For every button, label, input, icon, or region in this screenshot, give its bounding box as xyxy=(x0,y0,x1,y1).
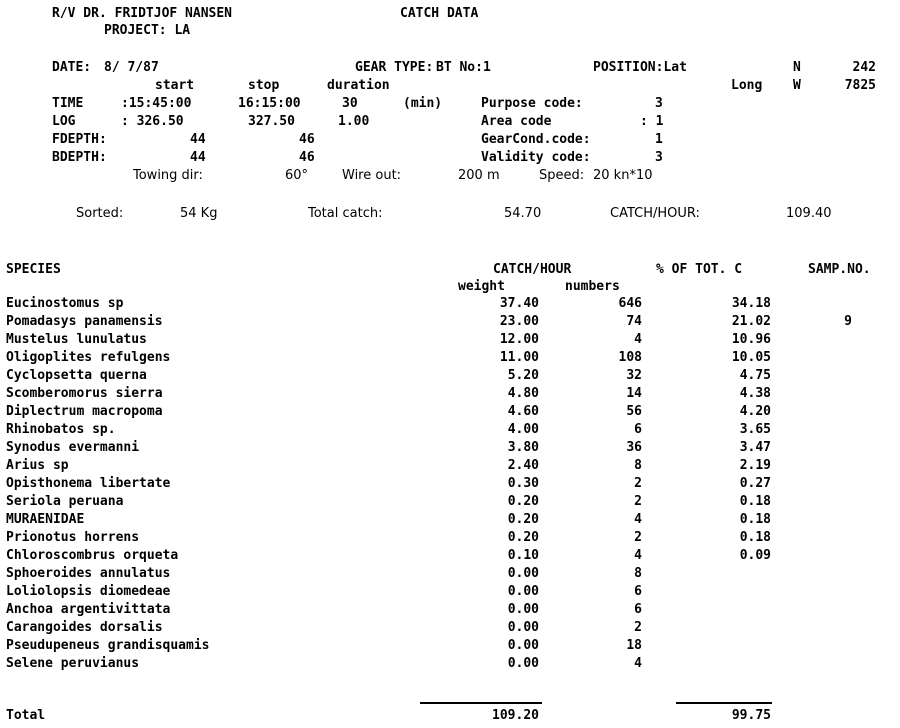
section-title: CATCH DATA xyxy=(400,6,479,21)
species-name: Mustelus lunulatus xyxy=(6,332,147,347)
log-distance: 1.00 xyxy=(338,114,370,129)
col-stop: stop xyxy=(248,78,280,93)
species-name: Pseudupeneus grandisquamis xyxy=(6,638,210,653)
samp-no-cell: 9 xyxy=(844,314,852,329)
numbers-cell: 56 xyxy=(626,404,642,419)
percent-cell: 2.19 xyxy=(739,458,771,473)
long-value: 7825 xyxy=(844,78,876,93)
total-catch-value: 54.70 xyxy=(504,206,542,221)
time-start: :15:45:00 xyxy=(121,96,192,111)
species-name: Selene peruvianus xyxy=(6,656,140,671)
percent-cell: 34.18 xyxy=(731,296,771,311)
numbers-cell: 2 xyxy=(634,620,642,635)
numbers-cell: 8 xyxy=(634,458,642,473)
species-header: SPECIES xyxy=(6,262,61,277)
speed-value: 20 kn*10 xyxy=(593,168,653,183)
area-code-label: Area code xyxy=(481,114,552,129)
weight-header: weight xyxy=(458,279,505,294)
species-name: Loliolopsis diomedeae xyxy=(6,584,171,599)
numbers-cell: 2 xyxy=(634,494,642,509)
percent-cell: 0.18 xyxy=(739,512,771,527)
weight-cell: 4.60 xyxy=(507,404,539,419)
weight-cell: 0.00 xyxy=(507,620,539,635)
gear-type-value: BT No:1 xyxy=(436,60,491,75)
speed-label: Speed: xyxy=(539,168,585,183)
long-hemisphere: W xyxy=(793,78,801,93)
species-name: Diplectrum macropoma xyxy=(6,404,163,419)
weight-cell: 0.00 xyxy=(507,656,539,671)
total-catch-label: Total catch: xyxy=(308,206,383,221)
bdepth-label: BDEPTH: xyxy=(52,150,107,165)
weight-cell: 4.80 xyxy=(507,386,539,401)
weight-cell: 0.20 xyxy=(507,530,539,545)
time-stop: 16:15:00 xyxy=(238,96,301,111)
total-percent: 99.75 xyxy=(731,708,771,723)
weight-cell: 23.00 xyxy=(499,314,539,329)
purpose-code-value: 3 xyxy=(655,96,663,111)
lat-hemisphere: N xyxy=(793,60,801,75)
weight-cell: 2.40 xyxy=(507,458,539,473)
species-name: Sphoeroides annulatus xyxy=(6,566,171,581)
numbers-cell: 6 xyxy=(634,602,642,617)
gearcond-code-label: GearCond.code: xyxy=(481,132,591,147)
numbers-cell: 2 xyxy=(634,476,642,491)
total-label: Total xyxy=(6,708,46,723)
species-name: Prionotus horrens xyxy=(6,530,140,545)
project-label: PROJECT: LA xyxy=(104,23,191,38)
species-name: Arius sp xyxy=(6,458,69,473)
time-duration: 30 xyxy=(342,96,358,111)
validity-code-value: 3 xyxy=(655,150,663,165)
total-weight: 109.20 xyxy=(492,708,539,723)
col-duration: duration xyxy=(327,78,390,93)
vessel-name: R/V DR. FRIDTJOF NANSEN xyxy=(52,6,233,21)
numbers-cell: 8 xyxy=(634,566,642,581)
samp-no-header: SAMP.NO. xyxy=(808,262,871,277)
date-label: DATE: xyxy=(52,60,92,75)
species-name: Rhinobatos sp. xyxy=(6,422,116,437)
species-name: Oligoplites refulgens xyxy=(6,350,171,365)
species-name: Chloroscombrus orqueta xyxy=(6,548,179,563)
area-code-value: : 1 xyxy=(640,114,664,129)
species-name: Opisthonema libertate xyxy=(6,476,171,491)
species-name: Cyclopsetta querna xyxy=(6,368,147,383)
time-label: TIME xyxy=(52,96,84,111)
weight-cell: 0.20 xyxy=(507,494,539,509)
wire-out-value: 200 m xyxy=(458,168,500,183)
percent-cell: 3.47 xyxy=(739,440,771,455)
bdepth-stop: 46 xyxy=(299,150,315,165)
long-label: Long xyxy=(731,78,763,93)
towing-dir-value: 60° xyxy=(285,168,309,183)
percent-cell: 0.27 xyxy=(739,476,771,491)
log-start: : 326.50 xyxy=(121,114,184,129)
sorted-label: Sorted: xyxy=(76,206,124,221)
sorted-value: 54 Kg xyxy=(180,206,218,221)
catch-per-hour-header: CATCH/HOUR xyxy=(493,262,572,277)
numbers-cell: 74 xyxy=(626,314,642,329)
numbers-header: numbers xyxy=(565,279,620,294)
species-name: Seriola peruana xyxy=(6,494,124,509)
weight-cell: 37.40 xyxy=(499,296,539,311)
percent-cell: 10.96 xyxy=(731,332,771,347)
wire-out-label: Wire out: xyxy=(342,168,402,183)
weight-cell: 0.30 xyxy=(507,476,539,491)
species-name: Eucinostomus sp xyxy=(6,296,124,311)
numbers-cell: 32 xyxy=(626,368,642,383)
numbers-cell: 6 xyxy=(634,584,642,599)
weight-cell: 12.00 xyxy=(499,332,539,347)
percent-total-header: % OF TOT. C xyxy=(656,262,743,277)
percent-cell: 0.09 xyxy=(739,548,771,563)
percent-cell: 3.65 xyxy=(739,422,771,437)
weight-cell: 0.10 xyxy=(507,548,539,563)
validity-code-label: Validity code: xyxy=(481,150,591,165)
log-label: LOG xyxy=(52,114,76,129)
weight-cell: 11.00 xyxy=(499,350,539,365)
date-value: 8/ 7/87 xyxy=(104,60,159,75)
gearcond-code-value: 1 xyxy=(655,132,663,147)
numbers-cell: 4 xyxy=(634,332,642,347)
numbers-cell: 4 xyxy=(634,656,642,671)
numbers-cell: 14 xyxy=(626,386,642,401)
weight-cell: 0.20 xyxy=(507,512,539,527)
weight-cell: 4.00 xyxy=(507,422,539,437)
percent-cell: 10.05 xyxy=(731,350,771,365)
purpose-code-label: Purpose code: xyxy=(481,96,583,111)
catch-per-hour-value: 109.40 xyxy=(786,206,832,221)
weight-cell: 0.00 xyxy=(507,566,539,581)
numbers-cell: 108 xyxy=(618,350,642,365)
percent-cell: 4.38 xyxy=(739,386,771,401)
fdepth-stop: 46 xyxy=(299,132,315,147)
towing-dir-label: Towing dir: xyxy=(133,168,203,183)
weight-total-rule xyxy=(420,702,542,704)
percent-cell: 4.20 xyxy=(739,404,771,419)
weight-cell: 3.80 xyxy=(507,440,539,455)
numbers-cell: 646 xyxy=(618,296,642,311)
species-name: Pomadasys panamensis xyxy=(6,314,163,329)
species-name: MURAENIDAE xyxy=(6,512,85,527)
numbers-cell: 6 xyxy=(634,422,642,437)
numbers-cell: 4 xyxy=(634,548,642,563)
position-label: POSITION:Lat xyxy=(593,60,687,75)
percent-cell: 21.02 xyxy=(731,314,771,329)
weight-cell: 0.00 xyxy=(507,638,539,653)
gear-type-label: GEAR TYPE: xyxy=(355,60,434,75)
numbers-cell: 18 xyxy=(626,638,642,653)
species-name: Carangoides dorsalis xyxy=(6,620,163,635)
percent-cell: 0.18 xyxy=(739,530,771,545)
fdepth-label: FDEPTH: xyxy=(52,132,107,147)
percent-cell: 0.18 xyxy=(739,494,771,509)
weight-cell: 5.20 xyxy=(507,368,539,383)
log-stop: 327.50 xyxy=(248,114,295,129)
catch-per-hour-label: CATCH/HOUR: xyxy=(610,206,700,221)
numbers-cell: 2 xyxy=(634,530,642,545)
numbers-cell: 36 xyxy=(626,440,642,455)
time-unit: (min) xyxy=(403,96,443,111)
weight-cell: 0.00 xyxy=(507,584,539,599)
species-name: Anchoa argentivittata xyxy=(6,602,171,617)
fdepth-start: 44 xyxy=(190,132,206,147)
percent-cell: 4.75 xyxy=(739,368,771,383)
species-name: Scomberomorus sierra xyxy=(6,386,163,401)
species-name: Synodus evermanni xyxy=(6,440,140,455)
bdepth-start: 44 xyxy=(190,150,206,165)
lat-value: 242 xyxy=(852,60,876,75)
col-start: start xyxy=(155,78,195,93)
weight-cell: 0.00 xyxy=(507,602,539,617)
percent-total-rule xyxy=(676,702,772,704)
numbers-cell: 4 xyxy=(634,512,642,527)
